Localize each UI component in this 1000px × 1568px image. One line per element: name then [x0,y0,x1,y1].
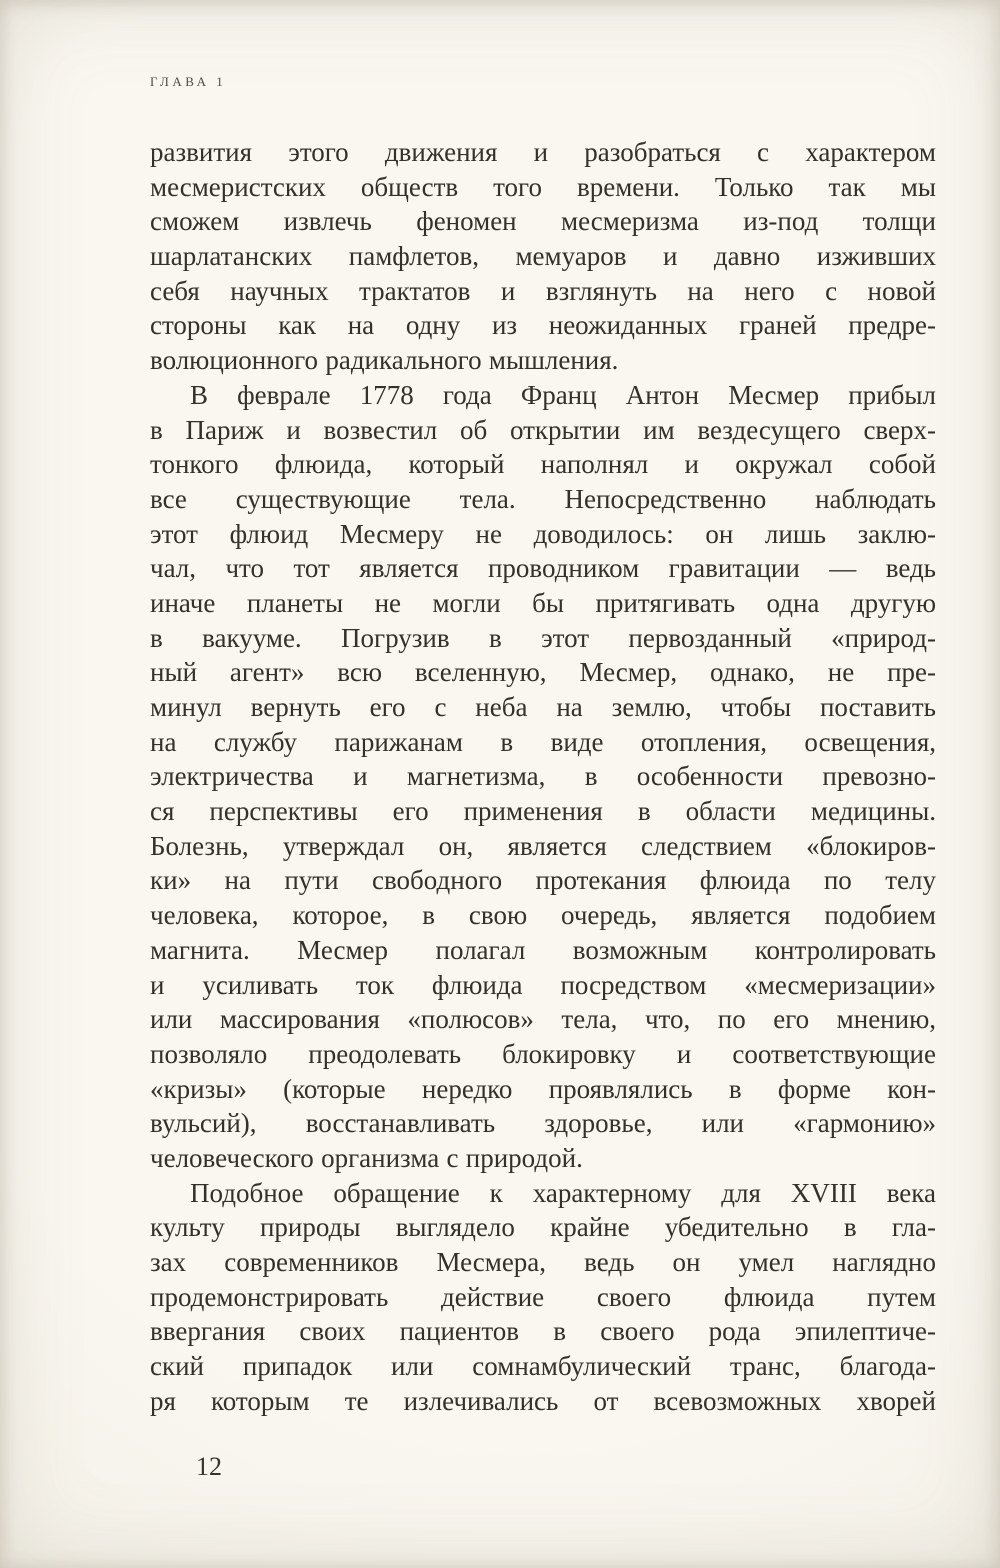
text-line: человека, которое, в свою очередь, является подобием [150,900,936,931]
text-line: сможем извлечь феномен месмеризма из-под толщи [150,206,936,237]
text-line: или массирования «полюсов» тела, что, по его мнению, [150,1004,936,1035]
text-line: магнита. Месмер полагал возможным контролировать [150,934,936,965]
text-line: шарлатанских памфлетов, мемуаров и давно изживших [150,241,936,272]
text-line: вульсий), восстанавливать здоровье, или «гармонию» [150,1108,936,1139]
text-line: этот флюид Месмеру не доводилось: он лишь заклю- [150,518,936,549]
text-line: ки» на пути свободного протекания флюида по телу [150,865,936,896]
text-line: тонкого флюида, который наполнял и окружал собой [150,449,936,480]
body-text-block [150,135,936,1418]
text-line: электричества и магнетизма, в особенности превозно- [150,761,936,792]
page-number: 12 [196,1452,222,1481]
text-line: стороны как на одну из неожиданных граней предре- [150,310,936,341]
text-line: в вакууме. Погрузив в этот первозданный «природ- [150,622,936,653]
text-line: продемонстрировать действие своего флюида путем [150,1281,936,1312]
text-line: зах современников Месмера, ведь он умел наглядно [150,1247,936,1277]
chapter-running-header: ГЛАВА 1 [150,74,227,89]
text-line: иначе планеты не могли бы притягивать одна другую [150,587,936,618]
text-line: В феврале 1778 года Франц Антон Месмер прибыл [190,379,936,410]
text-line: ный агент» всю вселенную, Месмер, однако, не пре- [150,657,936,688]
text-line: в Париж и возвестил об открытии им вездесущего сверх- [150,414,936,445]
text-line: Болезнь, утверждал он, является следствием «блокиров- [150,830,936,861]
text-line: ря которым те излечивались от всевозможных хворей [150,1385,936,1416]
text-line: Подобное обращение к характерному для XVIII века [190,1177,936,1208]
text-line: себя научных трактатов и взглянуть на него с новой [150,275,936,306]
text-line: «кризы» (которые нередко проявлялись в форме кон- [150,1073,936,1104]
text-line: ся перспективы его применения в области медицины. [150,796,936,827]
text-line: чал, что тот является проводником гравитации — ведь [150,553,936,584]
text-line: месмеристских обществ того времени. Только так мы [150,171,936,202]
text-line: человеческого организма с природой. [150,1142,583,1173]
text-line: на службу парижанам в виде отопления, освещения, [150,726,936,757]
text-line: позволяло преодолевать блокировку и соответствующие [150,1038,936,1069]
text-line: и усиливать ток флюида посредством «месмеризации» [150,969,936,1000]
text-line: ский припадок или сомнамбулический транс, благода- [150,1351,936,1382]
text-line: культу природы выглядело крайне убедительно в гла- [150,1212,936,1243]
text-line: минул вернуть его с неба на землю, чтобы поставить [150,692,936,722]
text-line: развития этого движения и разобраться с характером [150,137,936,167]
text-line: все существующие тела. Непосредственно наблюдать [150,483,936,514]
text-line: ввергания своих пациентов в своего рода эпилептиче- [150,1316,936,1347]
text-line: волюционного радикального мышления. [150,345,619,376]
